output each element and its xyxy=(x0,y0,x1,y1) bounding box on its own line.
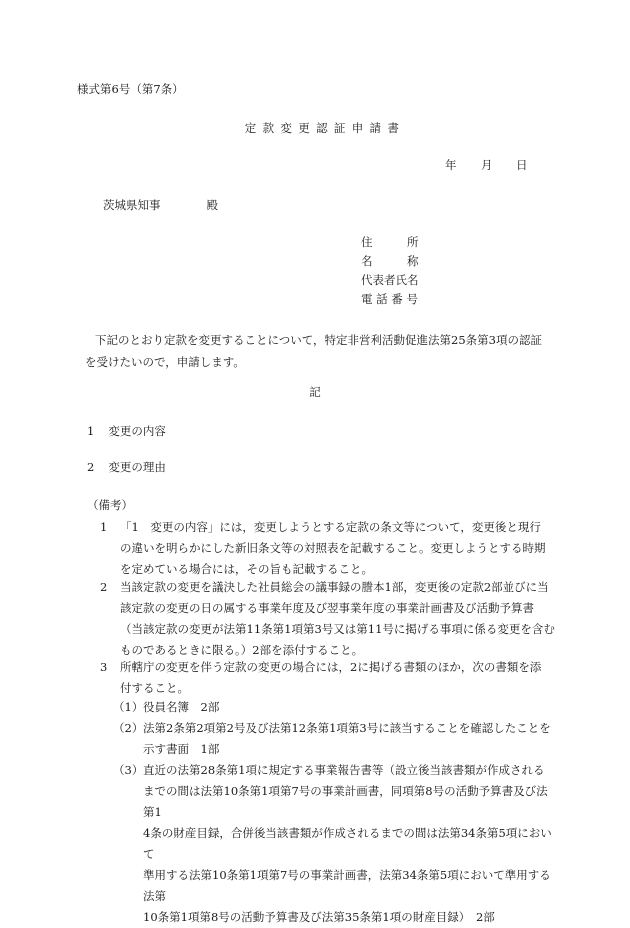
sub-item-line: 10条第1項第8号の活動予算書及び法第35条第1項の財産目録） 2部 xyxy=(143,910,495,924)
item-label: 変更の理由 xyxy=(108,460,166,474)
sub-item xyxy=(113,718,556,760)
applicant-address-label: 住 所 xyxy=(361,235,419,249)
document-title: 定款変更認証申請書 xyxy=(244,121,406,135)
ki-heading: 記 xyxy=(309,385,321,399)
note-line: 当該定款の変更を議決した社員総会の議事録の謄本1部，変更後の定款2部並びに当 xyxy=(120,580,549,594)
note-number: 2 xyxy=(100,580,108,594)
date-day-label: 日 xyxy=(516,158,528,172)
notes-heading: （備考） xyxy=(87,498,133,512)
addressee-name: 茨城県知事 xyxy=(103,198,161,212)
item-number: 1 xyxy=(87,424,95,438)
note-number: 1 xyxy=(100,520,108,534)
applicant-phone-label: 電 話 番 号 xyxy=(361,292,418,306)
note-line: の違いを明らかにした新旧条文等の対照表を記載すること。変更しようとする時期 xyxy=(120,541,546,555)
item-change-reason xyxy=(87,462,166,474)
sub-item-line: 直近の法第28条第1項に規定する事業報告書等（設立後当該書類が作成される xyxy=(143,763,545,777)
note-number: 3 xyxy=(100,660,108,674)
intro-paragraph xyxy=(85,329,555,373)
sub-item-line: 準用する法第10条第1項第7号の事業計画書，法第34条第5項において準用する法第 xyxy=(143,868,551,903)
note-line: 付すること。 xyxy=(120,681,189,695)
sub-item-line: 示す書面 1部 xyxy=(143,742,220,756)
sub-item-number: （2） xyxy=(113,721,144,735)
applicant-representative-label: 代表者氏名 xyxy=(361,273,419,287)
applicant-name-label: 名 称 xyxy=(361,254,419,268)
note-line: （当該定款の変更が法第11条第1項第3号又は第11号に掲げる事項に係る変更を含む xyxy=(120,622,555,636)
addressee-honorific: 殿 xyxy=(206,198,218,212)
sub-item-line: 法第2条第2項第2号及び法第12条第1項第3号に該当することを確認したことを xyxy=(143,721,551,735)
item-change-content xyxy=(87,426,166,438)
sub-item-number: （3） xyxy=(113,763,144,777)
note-item xyxy=(100,517,555,580)
intro-line: 下記のとおり定款を変更することについて，特定非営利活動促進法第25条第3項の認証 xyxy=(95,333,542,347)
note-item xyxy=(100,577,555,661)
note-line: ものであるときに限る。）2部を添付すること。 xyxy=(120,643,364,657)
sub-item xyxy=(113,760,556,928)
sub-item-number: （1） xyxy=(113,700,144,714)
sub-item xyxy=(113,697,556,718)
date-year-label: 年 xyxy=(445,158,457,172)
sub-item-line: 役員名簿 2部 xyxy=(143,700,220,714)
note-line: 「1 変更の内容」には，変更しようとする定款の条文等について，変更後と現行 xyxy=(120,520,541,534)
note-item xyxy=(100,657,555,699)
note-line: 所轄庁の変更を伴う定款の変更の場合には，2に掲げる書類のほか，次の書類を添 xyxy=(120,660,542,674)
sub-item-line: までの間は法第10条第1項第7号の事業計画書，同項第8号の活動予算書及び法第1 xyxy=(143,784,548,819)
addressee xyxy=(103,200,218,212)
intro-line: を受けたいので，申請します。 xyxy=(85,355,245,369)
sub-item-line: 4条の財産目録，合併後当該書類が作成されるまでの間は法第34条第5項において xyxy=(143,826,552,861)
note-line: を定めている場合には，その旨も記載すること。 xyxy=(120,562,373,576)
item-number: 2 xyxy=(87,460,95,474)
item-label: 変更の内容 xyxy=(108,424,166,438)
form-number: 様式第6号（第7条） xyxy=(77,82,184,96)
note-line: 該定款の変更の日の属する事業年度及び翌事業年度の事業計画書及び活動予算書 xyxy=(120,601,534,615)
date-month-label: 月 xyxy=(481,158,493,172)
